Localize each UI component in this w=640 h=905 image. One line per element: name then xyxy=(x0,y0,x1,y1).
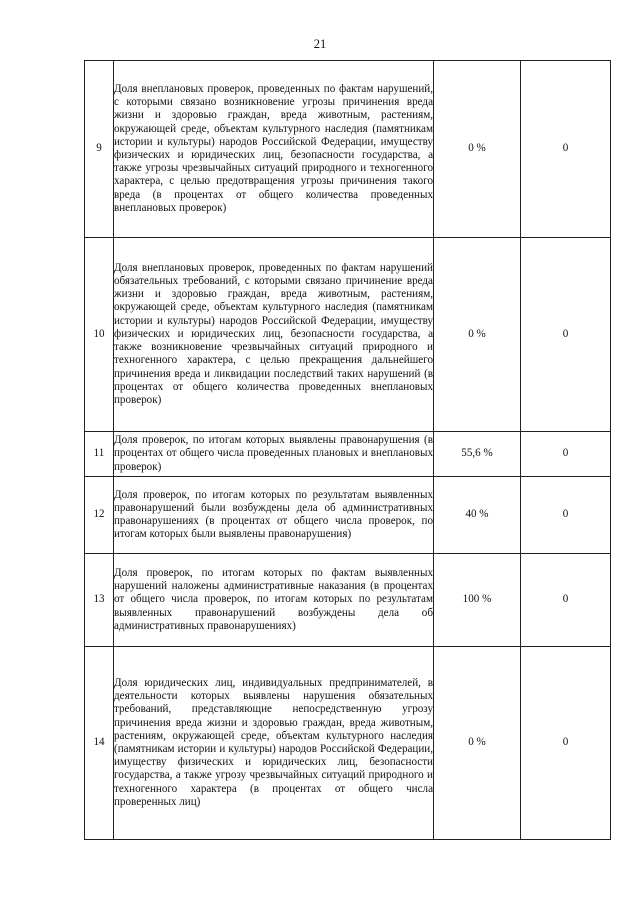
table-row xyxy=(85,238,611,432)
indicators-table xyxy=(84,60,611,840)
indicator-description: Доля внеплановых проверок, проведенных по фактам нарушений обязательных требований, с которыми связано причинение вреда жизни и здоровью граждан, вреда животным, растениям, окружающей среде, объектам культурного наследия (памятникам истории и культуры) народов Российской Федерации, имуществу физических и юридических лиц, безопасности государства, а также возникновение чрезвычайных ситуаций природного и техногенного характера, с целью прекращения дальнейшего причинения вреда и ликвидации последствий таких нарушений (в процентах от общего количества проведенных внеплановых проверок) xyxy=(114,238,434,432)
table-row xyxy=(85,647,611,840)
target-value: 0 xyxy=(521,477,611,554)
actual-value: 0 % xyxy=(434,238,521,432)
actual-value: 0 % xyxy=(434,61,521,238)
target-value: 0 xyxy=(521,432,611,477)
row-number: 9 xyxy=(85,61,114,238)
row-number: 14 xyxy=(85,647,114,840)
page-number: 21 xyxy=(313,37,327,51)
indicator-description: Доля проверок, по итогам которых по результатам выявленных правонарушений были возбуждены дела об административных правонарушениях (в процентах от общего числа проверок, по итогам которых были выявлены правонарушения) xyxy=(114,477,434,554)
target-value: 0 xyxy=(521,238,611,432)
actual-value: 100 % xyxy=(434,554,521,647)
table-row xyxy=(85,554,611,647)
actual-value: 55,6 % xyxy=(434,432,521,477)
indicator-description: Доля проверок, по итогам которых по фактам выявленных нарушений наложены административные наказания (в процентах от общего числа проверок, по итогам которых по результатам выявленных правонарушений возбуждены дела об административных правонарушениях) xyxy=(114,554,434,647)
row-number: 10 xyxy=(85,238,114,432)
row-number: 11 xyxy=(85,432,114,477)
table-row xyxy=(85,477,611,554)
target-value: 0 xyxy=(521,647,611,840)
target-value: 0 xyxy=(521,61,611,238)
table-row xyxy=(85,61,611,238)
indicator-description: Доля юридических лиц, индивидуальных предпринимателей, в деятельности которых выявлены нарушения обязательных требований, представляющие непосредственную угрозу причинения вреда жизни и здоровью граждан, вреда животным, растениям, окружающей среде, объектам культурного наследия (памятникам истории и культуры) народов Российской Федерации, имуществу физических и юридических лиц, безопасности государства, а также угрозу чрезвычайных ситуаций природного и техногенного характера (в процентах от общего числа проверенных лиц) xyxy=(114,647,434,840)
target-value: 0 xyxy=(521,554,611,647)
row-number: 13 xyxy=(85,554,114,647)
actual-value: 40 % xyxy=(434,477,521,554)
indicator-description: Доля внеплановых проверок, проведенных по фактам нарушений, с которыми связано возникновение угрозы причинения вреда жизни и здоровью граждан, вреда животным, растениям, окружающей среде, объектам культурного наследия (памятникам истории и культуры) народов Российской Федерации, имуществу физических и юридических лиц, безопасности государства, а также угрозы чрезвычайных ситуаций природного и техногенного характера, с целью предотвращения угрозы причинения такого вреда (в процентах от общего количества проведенных внеплановых проверок) xyxy=(114,61,434,238)
actual-value: 0 % xyxy=(434,647,521,840)
indicator-description: Доля проверок, по итогам которых выявлены правонарушения (в процентах от общего числа проведенных плановых и внеплановых проверок) xyxy=(114,432,434,477)
row-number: 12 xyxy=(85,477,114,554)
table-row xyxy=(85,432,611,477)
